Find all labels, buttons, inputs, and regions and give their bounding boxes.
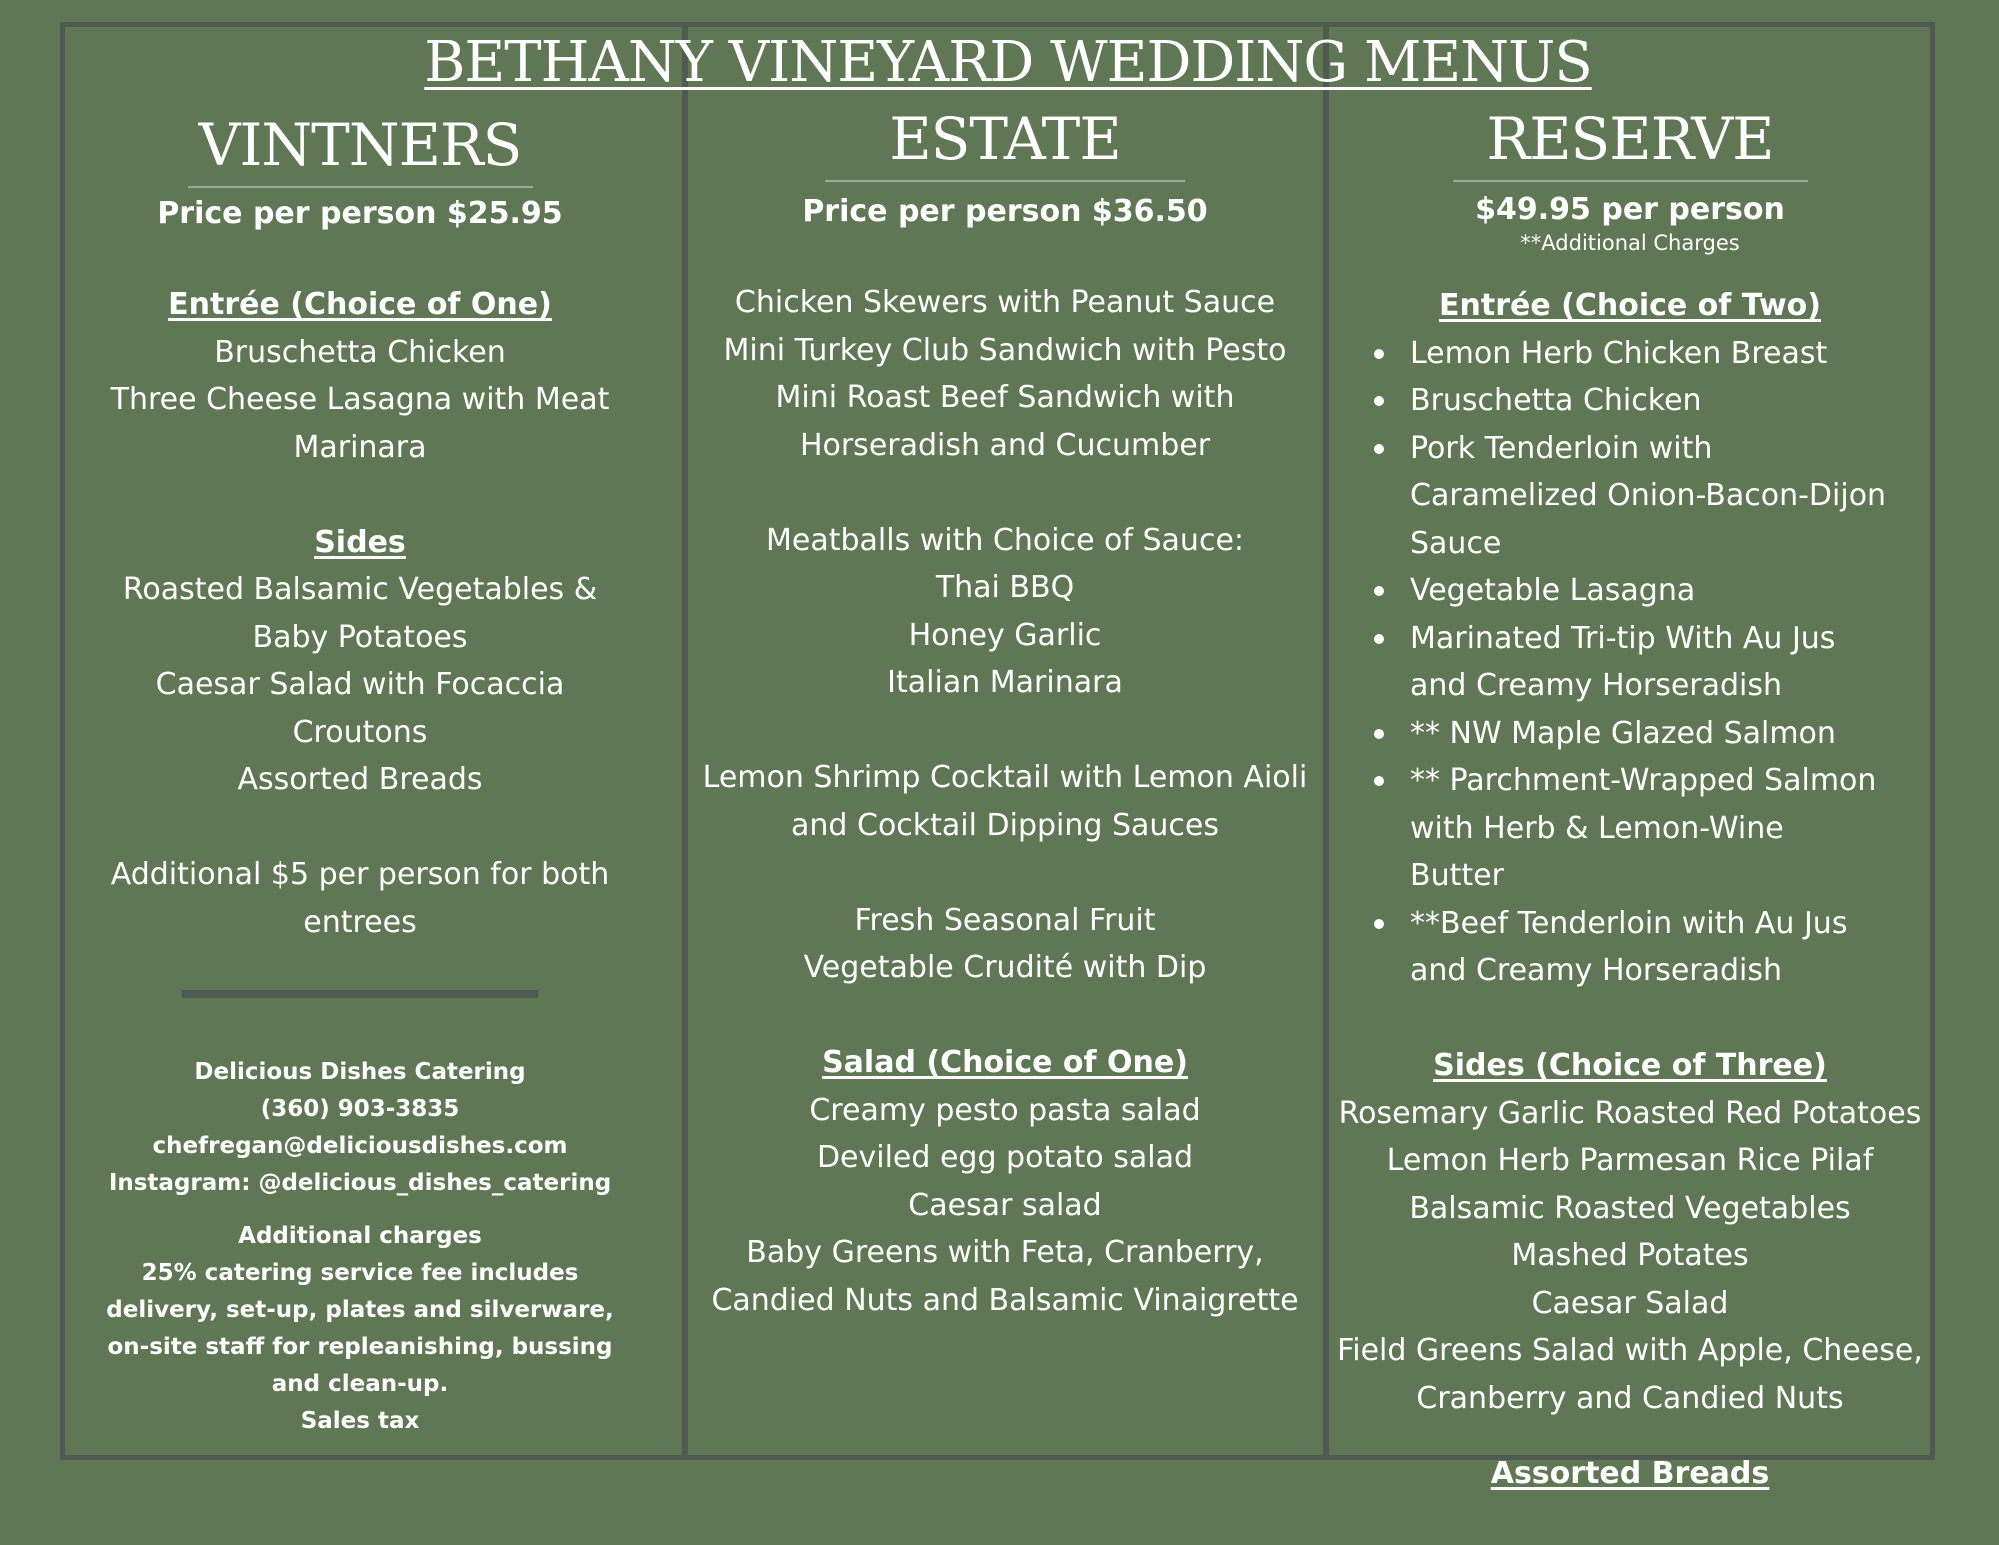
list-item: and Cocktail Dipping Sauces <box>791 807 1219 843</box>
list-item: Chicken Skewers with Peanut Sauce <box>734 285 1276 320</box>
estate-column <box>690 106 1320 1324</box>
reserve-heading: RESERVE <box>1486 105 1774 173</box>
list-item: Three Cheese Lasagna with Meat <box>110 382 610 417</box>
list-item: Creamy pesto pasta salad <box>809 1092 1201 1128</box>
list-item: Cranberry and Candied Nuts <box>1416 1380 1844 1416</box>
list-item: Candied Nuts and Balsamic Vinaigrette <box>711 1282 1299 1318</box>
list-item: Bruschetta Chicken <box>214 334 506 370</box>
catering-email: chefregan@deliciousdishes.com <box>152 1133 568 1159</box>
page-title: BETHANY VINEYARD WEDDING MENUS <box>424 30 1592 95</box>
vintners-column <box>90 112 630 1440</box>
list-item: Horseradish and Cucumber <box>799 427 1211 463</box>
list-item: Italian Marinara <box>887 665 1123 700</box>
reserve-note: **Additional Charges <box>1520 231 1740 255</box>
list-item: Fresh Seasonal Fruit <box>854 902 1156 938</box>
estate-heading: ESTATE <box>889 105 1121 173</box>
list-item: Honey Garlic <box>908 617 1102 653</box>
list-item: Field Greens Salad with Apple, Cheese, <box>1337 1333 1923 1368</box>
additional-charges <box>90 1218 630 1440</box>
reserve-price: $49.95 per person <box>1475 192 1785 227</box>
vintners-heading: VINTNERS <box>198 111 522 179</box>
list-item: Mashed Potates <box>1511 1238 1749 1273</box>
list-item: Baby Greens with Feta, Cranberry, <box>746 1235 1264 1270</box>
list-item: ** Parchment-Wrapped Salmon with Herb & Lemon-Wine Butter <box>1350 757 1920 900</box>
vintners-sides-heading: Sides <box>314 524 406 560</box>
charges-line: delivery, set-up, plates and silverware, <box>106 1297 614 1323</box>
charges-line: Sales tax <box>300 1408 420 1434</box>
catering-instagram: Instagram: @delicious_dishes_catering <box>108 1170 612 1196</box>
list-item: Caesar Salad <box>1531 1285 1729 1321</box>
column-divider-left <box>682 22 688 1460</box>
list-item: Vegetable Lasagna <box>1350 567 1920 615</box>
list-item: Meatballs with Choice of Sauce: <box>765 522 1245 558</box>
reserve-entree-list <box>1330 330 1920 995</box>
list-item: Lemon Herb Chicken Breast <box>1350 330 1920 378</box>
list-item: Marinara <box>293 429 427 465</box>
list-item: Balsamic Roasted Vegetables <box>1409 1190 1851 1226</box>
catering-phone: (360) 903-3835 <box>260 1096 460 1122</box>
vintners-entree-heading: Entrée (Choice of One) <box>168 287 552 322</box>
reserve-column <box>1330 106 1930 1498</box>
list-item: Deviled egg potato salad <box>816 1140 1194 1175</box>
additional-line: Additional $5 per person for both <box>110 857 610 892</box>
list-item: Thai BBQ <box>935 570 1075 605</box>
catering-contact <box>90 1054 630 1202</box>
catering-name: Delicious Dishes Catering <box>194 1059 526 1085</box>
charges-line: on-site staff for repleanishing, bussing <box>107 1334 613 1360</box>
reserve-heading-rule <box>1453 180 1808 182</box>
list-item: Lemon Shrimp Cocktail with Lemon Aioli <box>702 760 1308 795</box>
additional-line: entrees <box>303 904 417 940</box>
list-item: Mini Roast Beef Sandwich with <box>775 380 1235 415</box>
list-item: Rosemary Garlic Roasted Red Potatoes <box>1338 1095 1922 1131</box>
estate-price: Price per person $36.50 <box>802 194 1208 229</box>
list-item: Vegetable Crudité with Dip <box>803 950 1207 985</box>
vintners-divider <box>182 990 538 998</box>
list-item: **Beef Tenderloin with Au Jus and Creamy Horseradish <box>1350 900 1920 995</box>
list-item: Assorted Breads <box>237 762 483 797</box>
reserve-menu <box>1330 282 1930 1498</box>
list-item: Mini Turkey Club Sandwich with Pesto <box>723 332 1287 368</box>
list-item: Baby Potatoes <box>252 619 468 655</box>
estate-salad-heading: Salad (Choice of One) <box>822 1045 1188 1080</box>
vintners-price: Price per person $25.95 <box>157 196 563 231</box>
list-item: Bruschetta Chicken <box>1350 377 1920 425</box>
reserve-entree-heading: Entrée (Choice of Two) <box>1439 288 1821 323</box>
reserve-sides-heading: Sides (Choice of Three) <box>1433 1048 1827 1083</box>
charges-heading: Additional charges <box>238 1223 482 1249</box>
vintners-additional-note <box>90 851 630 946</box>
list-item: Roasted Balsamic Vegetables & <box>122 572 598 607</box>
estate-heading-rule <box>825 180 1185 182</box>
list-item: Marinated Tri-tip With Au Jus and Creamy Horseradish <box>1350 615 1920 710</box>
reserve-breads-heading: Assorted Breads <box>1490 1456 1770 1491</box>
list-item: Croutons <box>292 714 428 750</box>
list-item: Pork Tenderloin with Caramelized Onion-Bacon-Dijon Sauce <box>1350 425 1920 568</box>
estate-menu <box>690 279 1320 1324</box>
column-divider-right <box>1323 22 1329 1460</box>
charges-line: and clean-up. <box>271 1371 449 1397</box>
list-item: ** NW Maple Glazed Salmon <box>1350 710 1920 758</box>
list-item: Caesar Salad with Focaccia <box>155 667 565 702</box>
vintners-menu <box>90 281 630 946</box>
charges-line: 25% catering service fee includes <box>141 1260 579 1286</box>
vintners-heading-rule <box>188 186 533 188</box>
list-item: Caesar salad <box>908 1187 1102 1223</box>
list-item: Lemon Herb Parmesan Rice Pilaf <box>1386 1143 1874 1178</box>
